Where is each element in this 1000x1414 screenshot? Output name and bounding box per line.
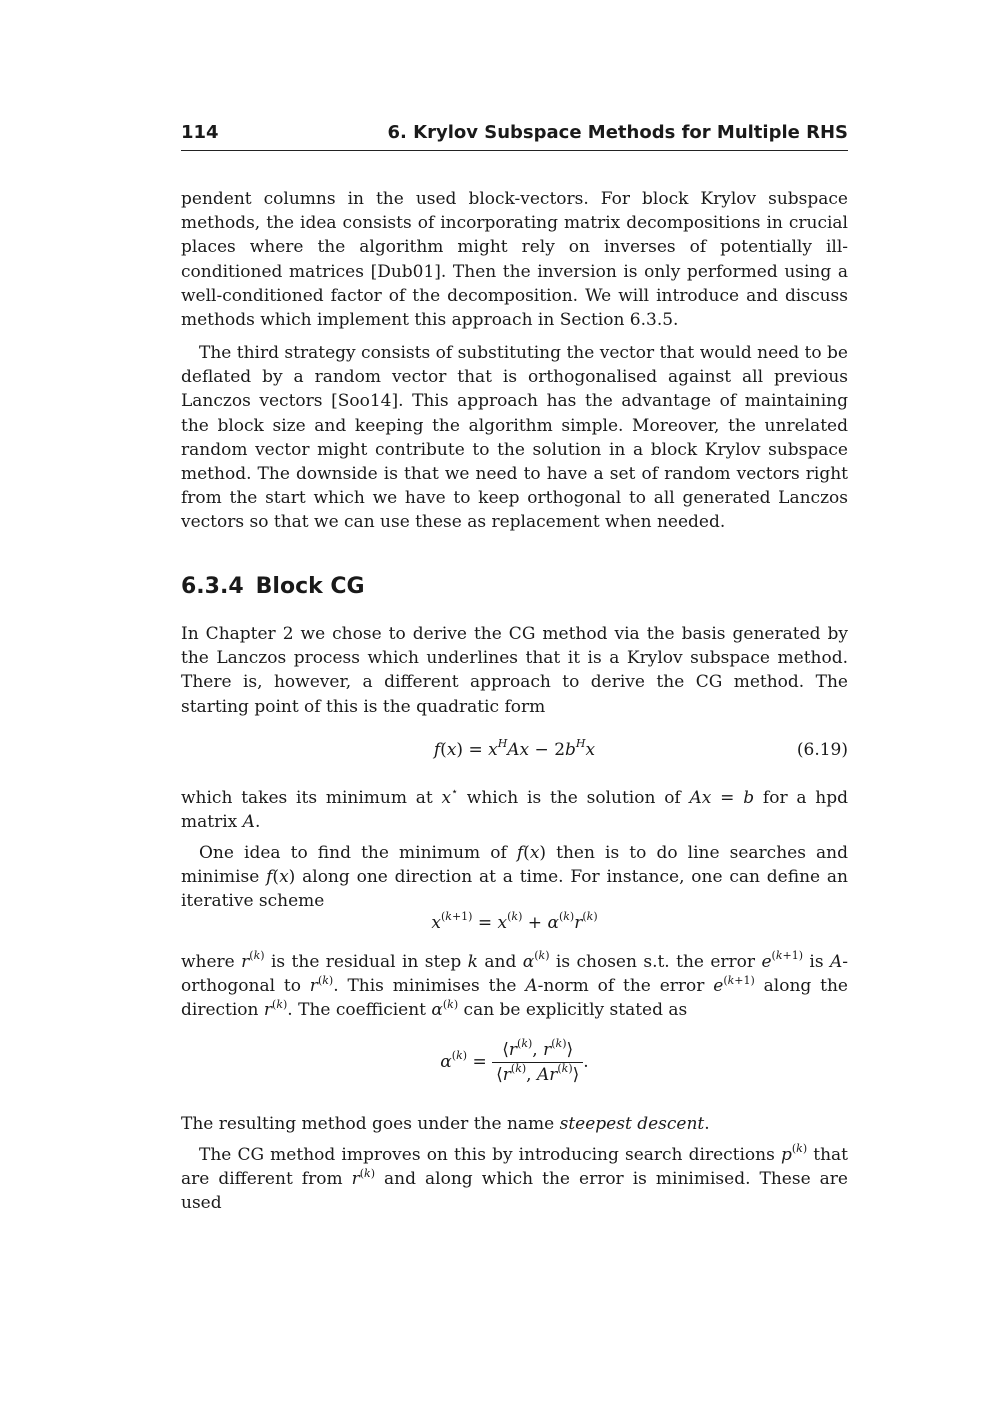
running-header <box>181 122 848 151</box>
equation-alpha: $\alpha^{(k)}$ = $\frac{⟨r^{(k)}, r^{(k)}⟩}{⟨r^{(k)}, Ar^{(k)}⟩}$ . <box>440 1037 589 1085</box>
paragraph-4: which takes its minimum at x⋆ which is the solution of Ax = b for a hpd matrix A. <box>181 785 849 833</box>
section-number: 6.3.4 <box>181 574 244 599</box>
chapter-title: 6. Krylov Subspace Methods for Multiple RHS <box>387 122 848 143</box>
equation-6-19 <box>181 737 848 760</box>
steepest-descent-term: steepest descent <box>559 1114 705 1134</box>
section-heading <box>181 574 365 599</box>
equation-iteration: $x^{(k+1)} = x^{(k)} + \alpha^{(k)}r^{(k)}$ <box>431 910 598 933</box>
paragraph-8: The CG method improves on this by introducing search directions $p^{(k)}$ that are different from $r^{(k)}$ and along which the error is minimised. These are used <box>181 1142 848 1214</box>
alpha-fraction: $\frac{⟨r^{(k)}, r^{(k)}⟩}{⟨r^{(k)}, Ar^{(k)}⟩}$ <box>492 1040 583 1085</box>
paragraph-6: where $r^{(k)}$ is the residual in step k and $\alpha^{(k)}$ is chosen s.t. the error $e^{(k+1)}$ is A-orthogonal to $r^{(k)}$. This minimises the A-norm of the error $e^{(k+1)}$ along the direction $r^{(k)}$. The coefficient $\alpha^{(k)}$ can be explicitly stated as <box>181 949 849 1021</box>
section-title: Block CG <box>255 574 365 599</box>
equation-body: $f(x) = x^HAx - 2b^Hx$ <box>433 737 596 760</box>
paragraph-1: pendent columns in the used block-vectors. For block Krylov subspace methods, the idea consists of incorporating matrix decompositions in crucial places where the algorithm might rely on inverses of potentially ill-conditioned matrices [Dub01]. Then the inversion is only performed using a well-conditioned factor of the decomposition. We will introduce and discuss methods which implement this approach in Section 6.3.5. <box>181 189 848 331</box>
paragraph-2: The third strategy consists of substituting the vector that would need to be deflated by a random vector that is orthogonalised against all previous Lanczos vectors [Soo14]. This approach has the advantage of maintaining the block size and keeping the algorithm simple. Moreover, the unrelated random vector might contribute to the solution in a block Krylov subspace method. The downside is that we need to have a set of random vectors right from the start which we have to keep orthogonal to all generated Lanczos vectors so that we can use these as replacement when needed. <box>181 343 848 533</box>
paragraph-7: The resulting method goes under the name steepest descent. <box>181 1114 710 1134</box>
paragraph-3: In Chapter 2 we chose to derive the CG method via the basis generated by the Lanczos process which underlines that it is a Krylov subspace method. There is, however, a different approach to derive the CG method. The starting point of this is the quadratic form <box>181 624 848 717</box>
page-number: 114 <box>181 122 219 143</box>
paragraph-5: One idea to find the minimum of f(x) then is to do line searches and minimise f(x) along one direction at a time. For instance, one can define an iterative scheme <box>181 843 848 912</box>
equation-number: (6.19) <box>796 740 848 760</box>
